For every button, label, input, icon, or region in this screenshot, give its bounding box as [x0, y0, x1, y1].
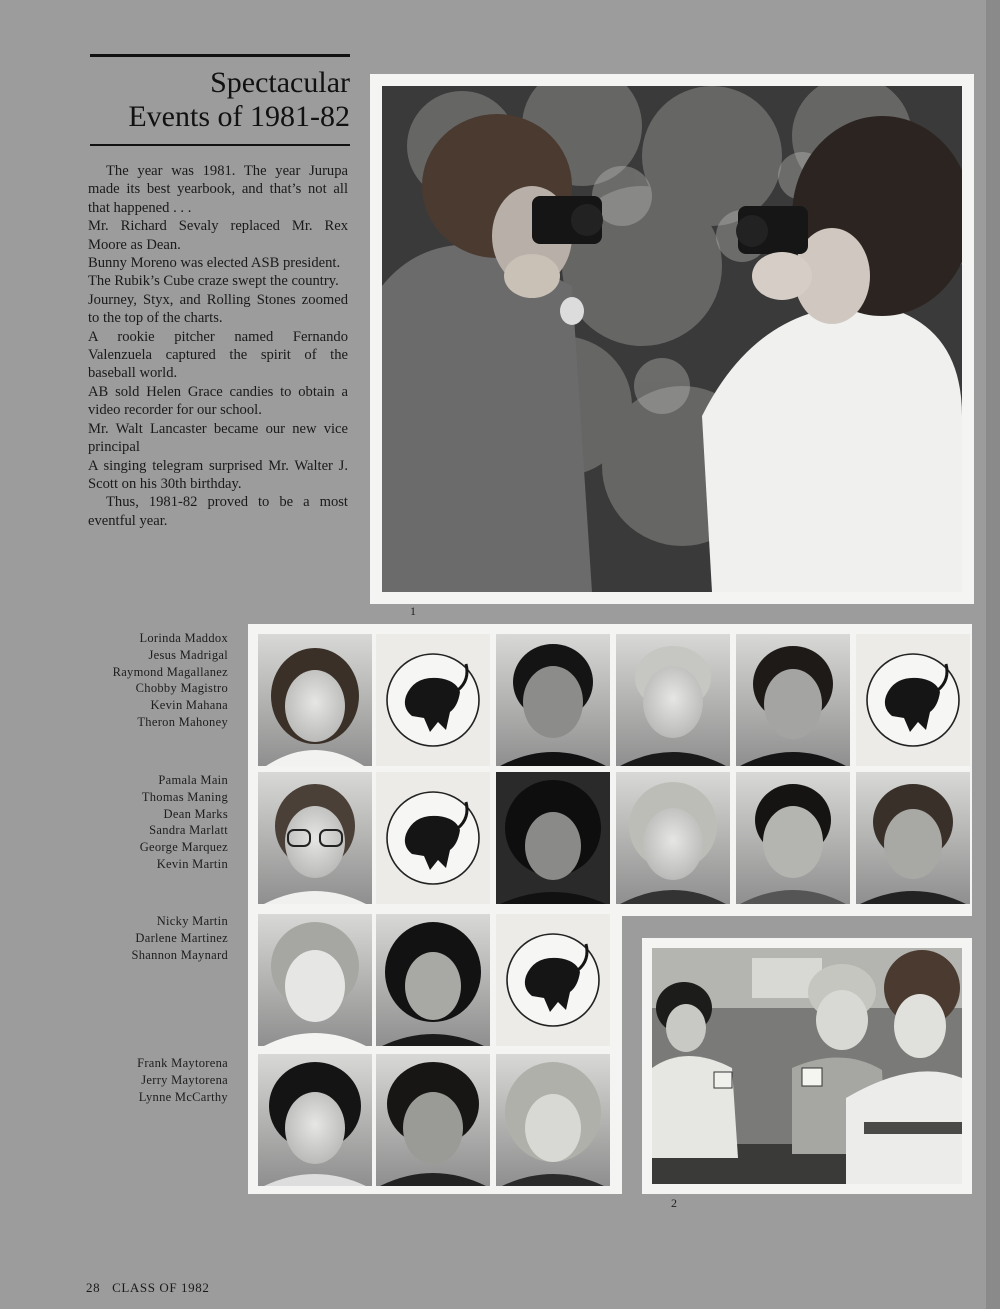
page-title — [90, 66, 350, 134]
heading-top-rule — [90, 54, 350, 57]
student-name: Pamala Main — [158, 773, 228, 787]
intro-paragraph: The year was 1981. The year Jurupa made its best yearbook, and that’s not all that happened . . . — [88, 163, 348, 216]
name-list-row-1 — [88, 630, 228, 731]
portrait-chobby-magistro — [616, 634, 730, 766]
portrait-lorinda-maddox — [258, 634, 372, 766]
student-name: George Marquez — [139, 840, 228, 855]
student-name: Kevin Mahana — [150, 698, 228, 713]
heading-bottom-rule — [90, 144, 350, 146]
photo-number-1: 1 — [410, 604, 416, 618]
panther-logo-icon — [376, 634, 490, 766]
portrait-frank-maytorena — [258, 1054, 372, 1186]
page-edge — [986, 0, 1000, 1309]
intro-paragraph: The Rubik’s Cube craze swept the country. — [88, 273, 339, 290]
student-name: Raymond Magallanez — [112, 664, 228, 679]
portrait-lynne-mccarthy — [496, 1054, 610, 1186]
student-name: Lorinda Maddox — [139, 631, 228, 645]
page-number: 28 — [86, 1280, 101, 1295]
photo-number-2: 2 — [671, 1196, 677, 1210]
portrait-george-marquez — [736, 772, 850, 904]
footer-label: CLASS OF 1982 — [112, 1280, 210, 1295]
portrait-raymond-magallanez — [496, 634, 610, 766]
student-name: Frank Maytorena — [137, 1056, 228, 1070]
portrait-jerry-maytorena — [376, 1054, 490, 1186]
page-footer — [86, 1280, 209, 1296]
intro-paragraph: Mr. Walt Lancaster became our new vice principal — [88, 420, 348, 456]
student-name: Jesus Madrigal — [148, 647, 228, 662]
panther-logo-icon — [856, 634, 970, 766]
name-list-row-2 — [88, 772, 228, 873]
title-line-2: Events of 1981-82 — [128, 100, 350, 133]
student-name: Theron Mahoney — [137, 714, 228, 729]
student-name: Sandra Marlatt — [149, 823, 228, 838]
portrait-pamala-main — [258, 772, 372, 904]
intro-paragraph: Journey, Styx, and Rolling Stones zoomed to the top of the charts. — [88, 291, 348, 327]
student-name: Darlene Martinez — [135, 930, 228, 945]
intro-paragraph: Bunny Moreno was elected ASB president. — [88, 255, 341, 272]
intro-paragraph: A rookie pitcher named Fernando Valenzuela captured the spirit of the baseball world. — [88, 328, 348, 382]
photographers-photo — [382, 86, 962, 592]
student-name: Lynne McCarthy — [138, 1089, 228, 1104]
student-name: Shannon Maynard — [131, 947, 228, 962]
student-name: Chobby Magistro — [135, 681, 228, 696]
student-name: Nicky Martin — [156, 914, 228, 928]
student-name: Dean Marks — [163, 806, 228, 821]
portrait-nicky-martin — [258, 914, 372, 1046]
portrait-kevin-mahana — [736, 634, 850, 766]
title-line-1: Spectacular — [210, 66, 350, 99]
portrait-sandra-marlatt — [616, 772, 730, 904]
intro-paragraph: AB sold Helen Grace candies to obtain a video recorder for our school. — [88, 383, 348, 419]
intro-paragraph: Thus, 1981-82 proved to be a most eventful year. — [88, 494, 348, 529]
portrait-kevin-martin — [856, 772, 970, 904]
panther-logo-icon — [496, 914, 610, 1046]
rubiks-cube-classroom-photo — [652, 948, 962, 1184]
student-name: Kevin Martin — [156, 856, 228, 871]
intro-paragraph: A singing telegram surprised Mr. Walter J. Scott on his 30th birthday. — [88, 457, 348, 492]
name-list-row-3 — [88, 913, 228, 963]
intro-paragraph: Mr. Richard Sevaly replaced Mr. Rex Moore as Dean. — [88, 218, 348, 253]
name-list-row-4 — [88, 1055, 228, 1105]
intro-text — [88, 162, 348, 530]
portrait-darlene-martinez — [376, 914, 490, 1046]
student-name: Jerry Maytorena — [141, 1072, 228, 1087]
student-name: Thomas Maning — [141, 789, 228, 804]
panther-logo-icon — [376, 772, 490, 904]
portrait-dean-marks — [496, 772, 610, 904]
